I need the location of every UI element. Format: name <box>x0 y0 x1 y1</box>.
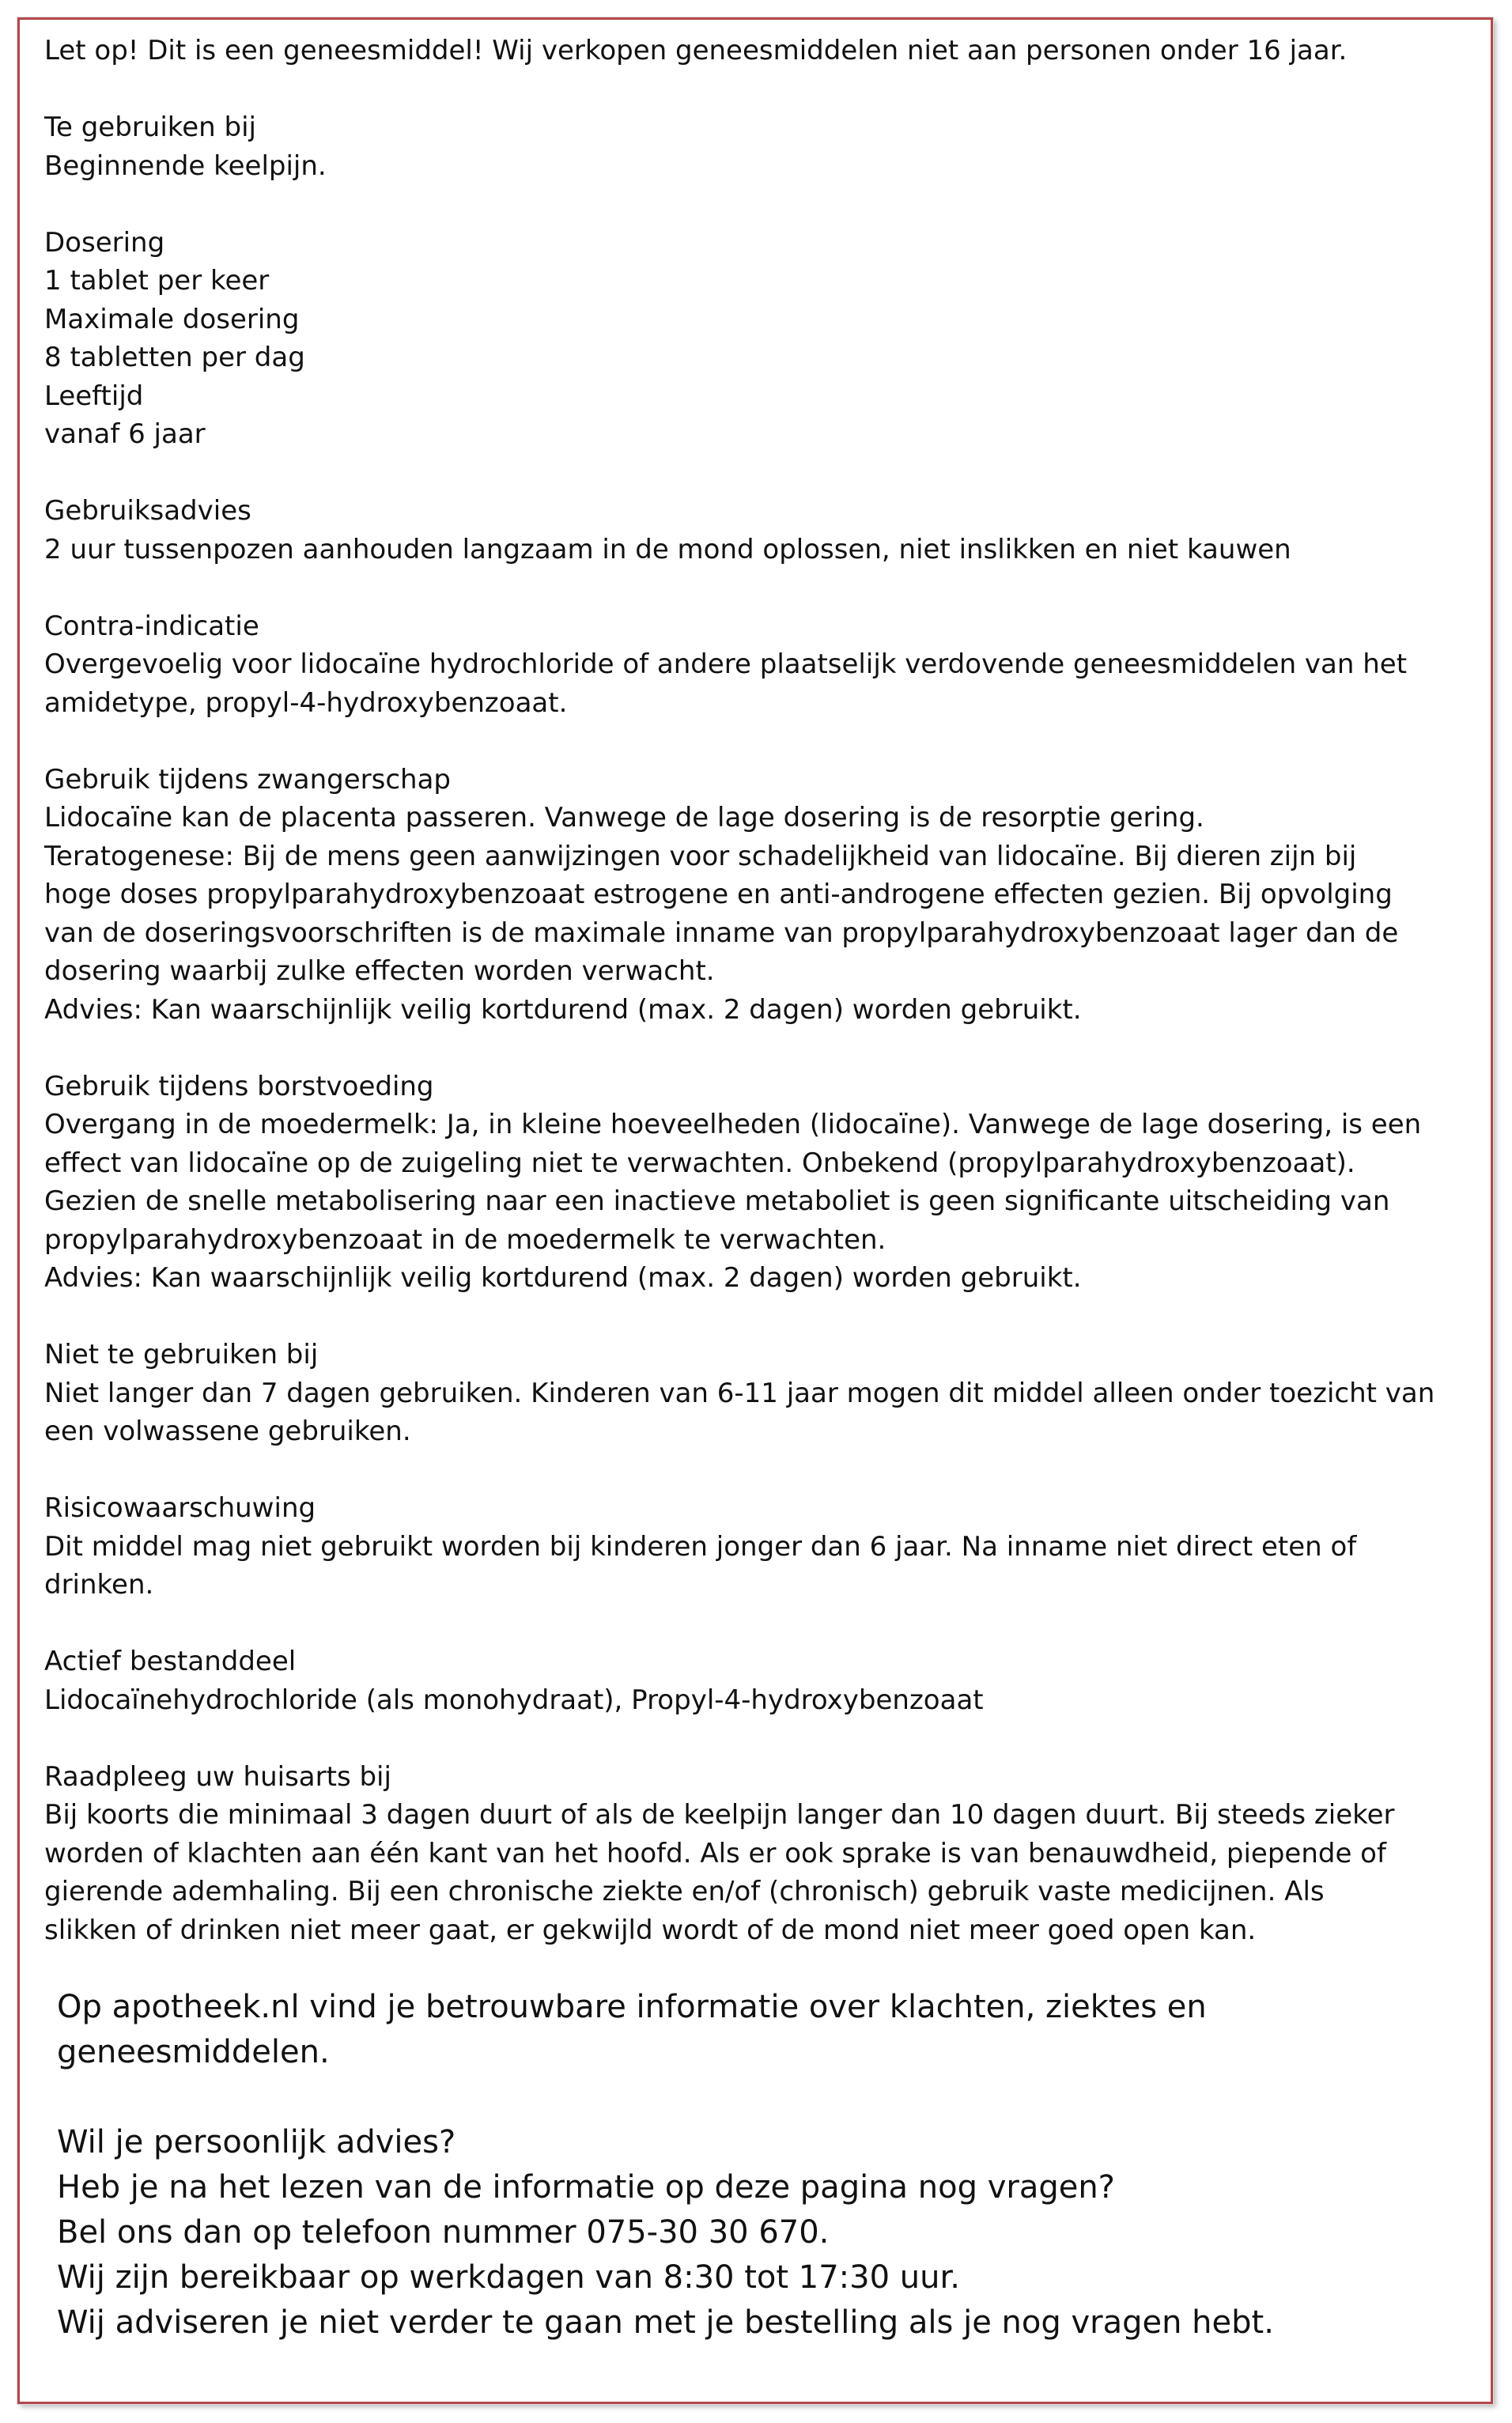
section-text: gierende ademhaling. Bij een chronische ziekte en/of (chronisch) gebruik vaste medicijnen. Als <box>44 1876 1325 1907</box>
section-text: Lidocaïnehydrochloride (als monohydraat), Propyl-4-hydroxybenzoaat <box>44 1684 984 1716</box>
footer-contact <box>57 1985 1465 2346</box>
warning-text: Let op! Dit is een geneesmiddel! Wij verkopen geneesmiddelen niet aan personen onder 16 jaar. <box>44 35 1348 66</box>
section-text: Niet langer dan 7 dagen gebruiken. Kinderen van 6-11 jaar mogen dit middel alleen onder toezicht van <box>44 1377 1435 1409</box>
section-text: 2 uur tussenpozen aanhouden langzaam in de mond oplossen, niet inslikken en niet kauwen <box>44 533 1291 565</box>
section-text: van de doseringsvoorschriften is de maximale inname van propylparahydroxybenzoaat lager dan de <box>44 917 1399 949</box>
section-text: propylparahydroxybenzoaat in de moedermelk te verwachten. <box>44 1223 886 1256</box>
footer-info-text: geneesmiddelen. <box>57 2034 330 2070</box>
footer-contact-text: Wil je persoonlijk advies? <box>57 2124 456 2160</box>
section-text: 1 tablet per keer <box>44 265 270 297</box>
section-heading-zwangerschap: Gebruik tijdens zwangerschap <box>44 763 452 796</box>
section-text: Gezien de snelle metabolisering naar een inactieve metaboliet is geen significante uitscheiding van <box>44 1185 1390 1217</box>
section-heading-gebruiken-bij: Te gebruiken bij <box>44 112 256 143</box>
section-heading-actief: Actief bestanddeel <box>44 1646 297 1677</box>
section-text: hoge doses propylparahydroxybenzoaat estrogene en anti-androgene effecten gezien. Bij opvolging <box>44 879 1393 910</box>
section-heading-gebruiksadvies: Gebruiksadvies <box>44 495 251 527</box>
footer-phone-text: Bel ons dan op telefoon nummer 075-30 30 670. <box>57 2214 830 2251</box>
footer-info-text: Op apotheek.nl vind je betrouwbare informatie over klachten, ziektes en <box>57 1989 1207 2025</box>
section-text: Leeftijd <box>44 380 144 412</box>
section-text: Advies: Kan waarschijnlijk veilig kortdurend (max. 2 dagen) worden gebruikt. <box>44 993 1082 1026</box>
footer-contact-text: Heb je na het lezen van de informatie op deze pagina nog vragen? <box>57 2169 1115 2206</box>
section-text: amidetype, propyl-4-hydroxybenzoaat. <box>44 686 568 719</box>
section-text: worden of klachten aan één kant van het hoofd. Als er ook sprake is van benauwdheid, piepende of <box>44 1837 1386 1869</box>
section-text: Advies: Kan waarschijnlijk veilig kortdurend (max. 2 dagen) worden gebruikt. <box>44 1262 1082 1294</box>
section-text: vanaf 6 jaar <box>44 418 206 450</box>
leaflet-body <box>44 32 1484 1949</box>
section-heading-huisarts: Raadpleeg uw huisarts bij <box>44 1760 391 1793</box>
section-text: effect van lidocaïne op de zuigeling niet te verwachten. Onbekend (propylparahydroxybenzoaat). <box>44 1147 1355 1179</box>
section-text: Maximale dosering <box>44 303 300 335</box>
section-text: dosering waarbij zulke effecten worden verwacht. <box>44 955 715 987</box>
footer-hours-text: Wij zijn bereikbaar op werkdagen van 8:30 tot 17:30 uur. <box>57 2259 960 2296</box>
footer-advice-text: Wij adviseren je niet verder te gaan met je bestelling als je nog vragen hebt. <box>57 2304 1274 2341</box>
section-text: Overgevoelig voor lidocaïne hydrochloride of andere plaatselijk verdovende geneesmiddelen van het <box>44 648 1408 680</box>
section-text: 8 tabletten per dag <box>44 342 305 373</box>
section-heading-contra-indicatie: Contra-indicatie <box>44 610 259 642</box>
section-heading-risico: Risicowaarschuwing <box>44 1492 316 1524</box>
section-text: Lidocaïne kan de placenta passeren. Vanwege de lage dosering is de resorptie gering. <box>44 802 1204 833</box>
section-text: Bij koorts die minimaal 3 dagen duurt of als de keelpijn langer dan 10 dagen duurt. Bij steeds zieker <box>44 1799 1395 1831</box>
section-text: slikken of drinken niet meer gaat, er gekwijld wordt of de mond niet meer goed open kan. <box>44 1914 1257 1946</box>
section-text: Teratogenese: Bij de mens geen aanwijzingen voor schadelijkheid van lidocaïne. Bij dieren zijn bij <box>44 840 1357 872</box>
section-text: Overgang in de moedermelk: Ja, in kleine hoeveelheden (lidocaïne). Vanwege de lage dosering, is een <box>44 1109 1422 1140</box>
section-text: drinken. <box>44 1569 154 1601</box>
section-heading-borstvoeding: Gebruik tijdens borstvoeding <box>44 1070 434 1102</box>
section-text: Dit middel mag niet gebruikt worden bij kinderen jonger dan 6 jaar. Na inname niet direct eten of <box>44 1530 1357 1563</box>
section-heading-dosering: Dosering <box>44 226 165 259</box>
section-heading-niet-gebruiken: Niet te gebruiken bij <box>44 1339 319 1370</box>
section-text: Beginnende keelpijn. <box>44 149 327 182</box>
section-text: een volwassene gebruiken. <box>44 1416 411 1447</box>
